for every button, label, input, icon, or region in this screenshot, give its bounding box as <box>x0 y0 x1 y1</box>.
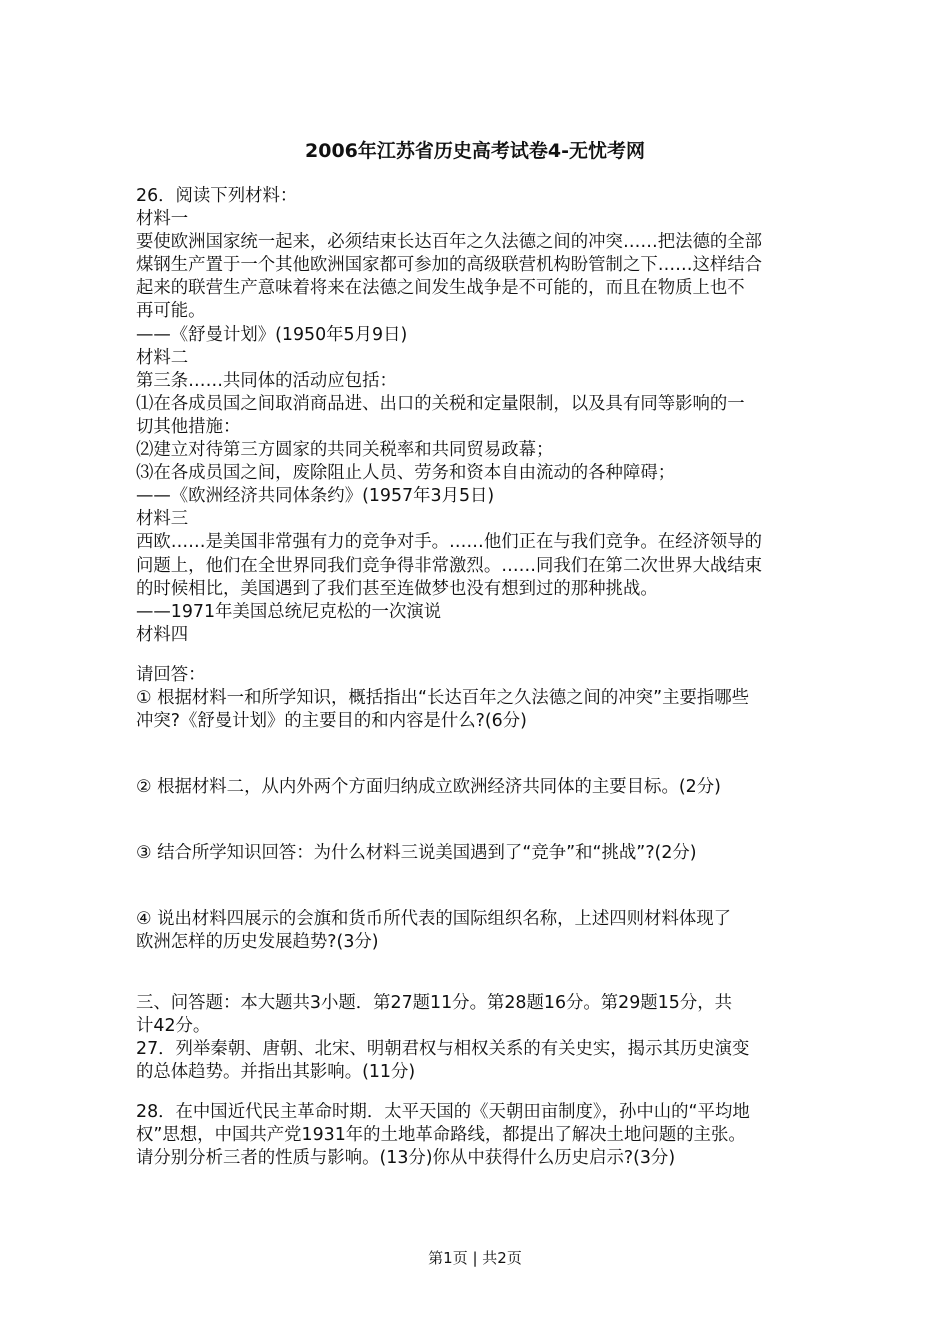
material-3-text: 问题上，他们在全世界同我们竞争得非常激烈。……同我们在第二次世界大战结束 <box>136 555 763 576</box>
material-1-text: 要使欧洲国家统一起来，必须结束长达百年之久法德之间的冲突……把法德的全部 <box>136 232 763 253</box>
sub-question-4: 欧洲怎样的历史发展趋势?(3分) <box>136 932 379 953</box>
material-3-source: ——1971年美国总统尼克松的一次演说 <box>136 601 442 622</box>
material-1-text: 起来的联营生产意味着将来在法德之间发生战争是不可能的，而且在物质上也不 <box>136 278 745 299</box>
sub-question-2: ② 根据材料二，从内外两个方面归纳成立欧洲经济共同体的主要目标。(2分) <box>136 777 721 798</box>
material-3-label: 材料三 <box>136 509 189 530</box>
material-1-text: 再可能。 <box>136 301 206 322</box>
material-1-source: ——《舒曼计划》(1950年5月9日) <box>136 324 408 345</box>
question-26-intro: 26．阅读下列材料： <box>136 186 298 206</box>
page-title: 2006年江苏省历史高考试卷4-无忧考网 <box>305 140 645 162</box>
material-1-text: 煤钢生产置于一个其他欧洲国家都可参加的高级联营机构盼管制之下……这样结合 <box>136 255 763 276</box>
material-2-source: ——《欧洲经济共同体条约》(1957年3月5日) <box>136 486 495 507</box>
material-2-text: 切其他措施： <box>136 416 241 437</box>
page-footer: 第1页 | 共2页 <box>428 1249 522 1267</box>
sub-question-1: 冲突?《舒曼计划》的主要目的和内容是什么?(6分) <box>136 711 527 732</box>
material-2-label: 材料二 <box>136 347 189 368</box>
question-27: 的总体趋势。并指出其影响。(11分) <box>136 1061 416 1082</box>
material-1-label: 材料一 <box>136 209 189 230</box>
document-body <box>136 185 820 1170</box>
sub-question-4: ④ 说出材料四展示的会旗和货币所代表的国际组织名称，上述四则材料体现了 <box>136 909 732 930</box>
section-3-heading: 三、问答题：本大题共3小题．第27题11分。第28题16分。第29题15分，共 <box>136 992 732 1013</box>
material-3-text: 的时候相比，美国遇到了我们甚至连做梦也没有想到过的那种挑战。 <box>136 578 658 599</box>
material-4-label: 材料四 <box>136 624 189 645</box>
material-2-text: 第三条……共同体的活动应包括： <box>136 370 397 391</box>
question-28: 请分别分析三者的性质与影响。(13分)你从中获得什么历史启示?(3分) <box>136 1148 676 1169</box>
material-3-text: 西欧……是美国非常强有力的竞争对手。……他们正在与我们竞争。在经济领导的 <box>136 532 763 553</box>
question-27: 27．列举秦朝、唐朝、北宋、明朝君权与相权关系的有关史实，揭示其历史演变 <box>136 1038 750 1059</box>
material-2-text: ⑴在各成员国之间取消商品进、出口的关税和定量限制，以及具有同等影响的一 <box>136 393 745 414</box>
question-28: 权”思想，中国共产党1931年的土地革命路线，都提出了解决土地问题的主张。 <box>136 1125 746 1145</box>
answer-prompt: 请回答： <box>136 664 206 685</box>
sub-question-1: ① 根据材料一和所学知识，概括指出“长达百年之久法德之间的冲突”主要指哪些 <box>136 687 750 708</box>
material-2-text: ⑵建立对待第三方圆家的共同关税率和共同贸易政幕； <box>136 440 554 461</box>
section-3-heading: 计42分。 <box>136 1015 211 1036</box>
sub-question-3: ③ 结合所学知识回答：为什么材料三说美国遇到了“竞争”和“挑战”?(2分) <box>136 843 697 864</box>
question-28: 28．在中国近代民主革命时期．太平天国的《天朝田亩制度》，孙中山的“平均地 <box>136 1101 750 1122</box>
material-2-text: ⑶在各成员国之间，废除阻止人员、劳务和资本自由流动的各种障碍； <box>136 463 676 484</box>
